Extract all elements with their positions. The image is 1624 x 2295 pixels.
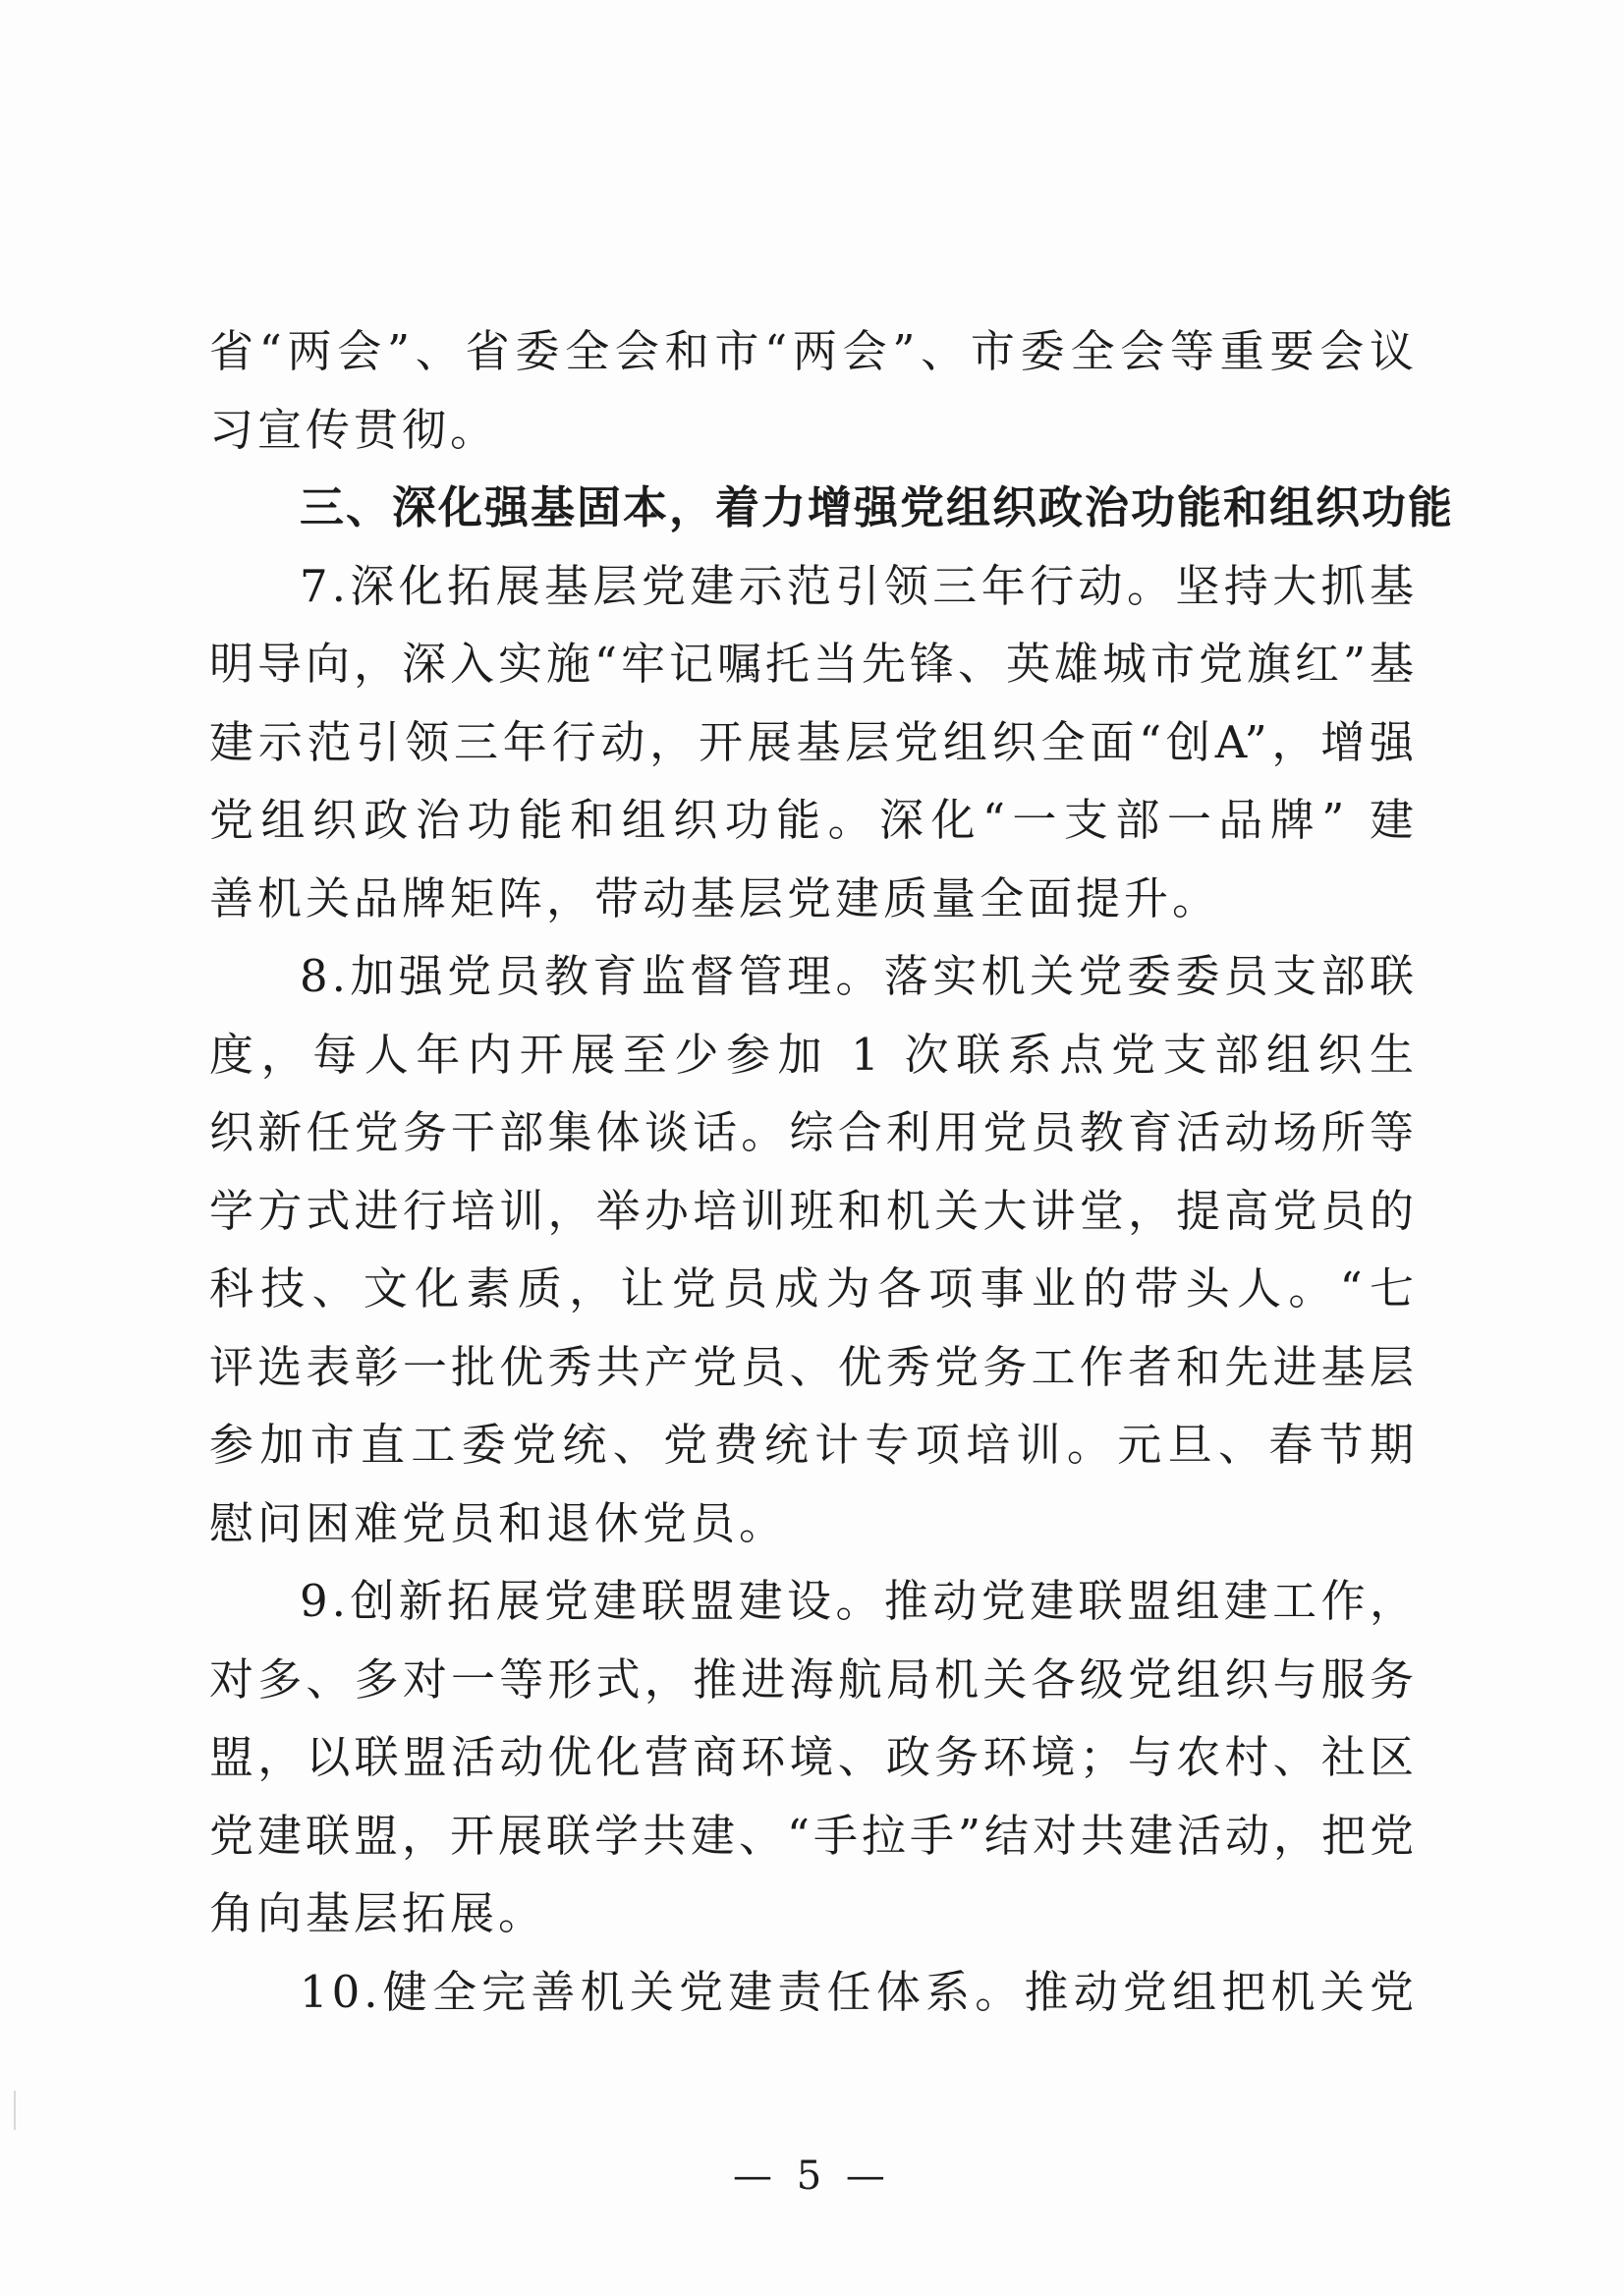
paragraph-line: 建示范引领三年行动，开展基层党组织全面“创A”，增强	[209, 715, 1418, 768]
paragraph-line: 明导向，深入实施“牢记嘱托当先锋、英雄城市党旗红”基	[209, 638, 1418, 690]
paragraph-line: 评选表彰一批优秀共产党员、优秀党务工作者和先进基层	[209, 1340, 1418, 1393]
paragraph-line: 度，每人年内开展至少参加 1 次联系点党支部组织生	[209, 1028, 1418, 1081]
paragraph-line: 对多、多对一等形式，推进海航局机关各级党组织与服务	[209, 1652, 1418, 1706]
page-number: — 5 —	[733, 2154, 891, 2199]
paragraph-line: 慰问困难党员和退休党员。	[209, 1496, 788, 1549]
paragraph-line: 学方式进行培训，举办培训班和机关大讲堂，提高党员的	[209, 1184, 1418, 1237]
paragraph-line: 科技、文化素质，让党员成为各项事业的带头人。“七	[209, 1262, 1418, 1315]
paragraph-line: 盟，以联盟活动优化营商环境、政务环境；与农村、社区	[209, 1731, 1418, 1783]
paragraph-line: 党组织政治功能和组织功能。深化“一支部一品牌” 建	[209, 794, 1418, 846]
paragraph-line: 织新任党务干部集体谈话。综合利用党员教育活动场所等	[209, 1106, 1418, 1158]
paragraph-line: 省“两会”、省委全会和市“两会”、市委全会等重要会议	[209, 325, 1418, 377]
paragraph-line: 参加市直工委党统、党费统计专项培训。元旦、春节期	[209, 1419, 1418, 1471]
paragraph-line: 习宣传贯彻。	[209, 403, 499, 456]
paragraph-line: 9.创新拓展党建联盟建设。推动党建联盟组建工作，	[300, 1575, 1418, 1627]
paragraph-line: 8.加强党员教育监督管理。落实机关党委委员支部联	[300, 950, 1418, 1002]
section-heading: 三、深化强基固本，着力增强党组织政治功能和组织功能	[300, 481, 1455, 533]
paragraph-line: 7.深化拓展基层党建示范引领三年行动。坚持大抓基	[300, 559, 1418, 612]
scan-edge-mark	[14, 2091, 16, 2130]
paragraph-line: 角向基层拓展。	[209, 1887, 547, 1939]
paragraph-line: 10.健全完善机关党建责任体系。推动党组把机关党	[300, 1965, 1418, 2018]
body-text	[209, 312, 1455, 2031]
paragraph-line: 党建联盟，开展联学共建、“手拉手”结对共建活动，把党	[209, 1809, 1418, 1862]
paragraph-line: 善机关品牌矩阵，带动基层党建质量全面提升。	[209, 871, 1221, 924]
